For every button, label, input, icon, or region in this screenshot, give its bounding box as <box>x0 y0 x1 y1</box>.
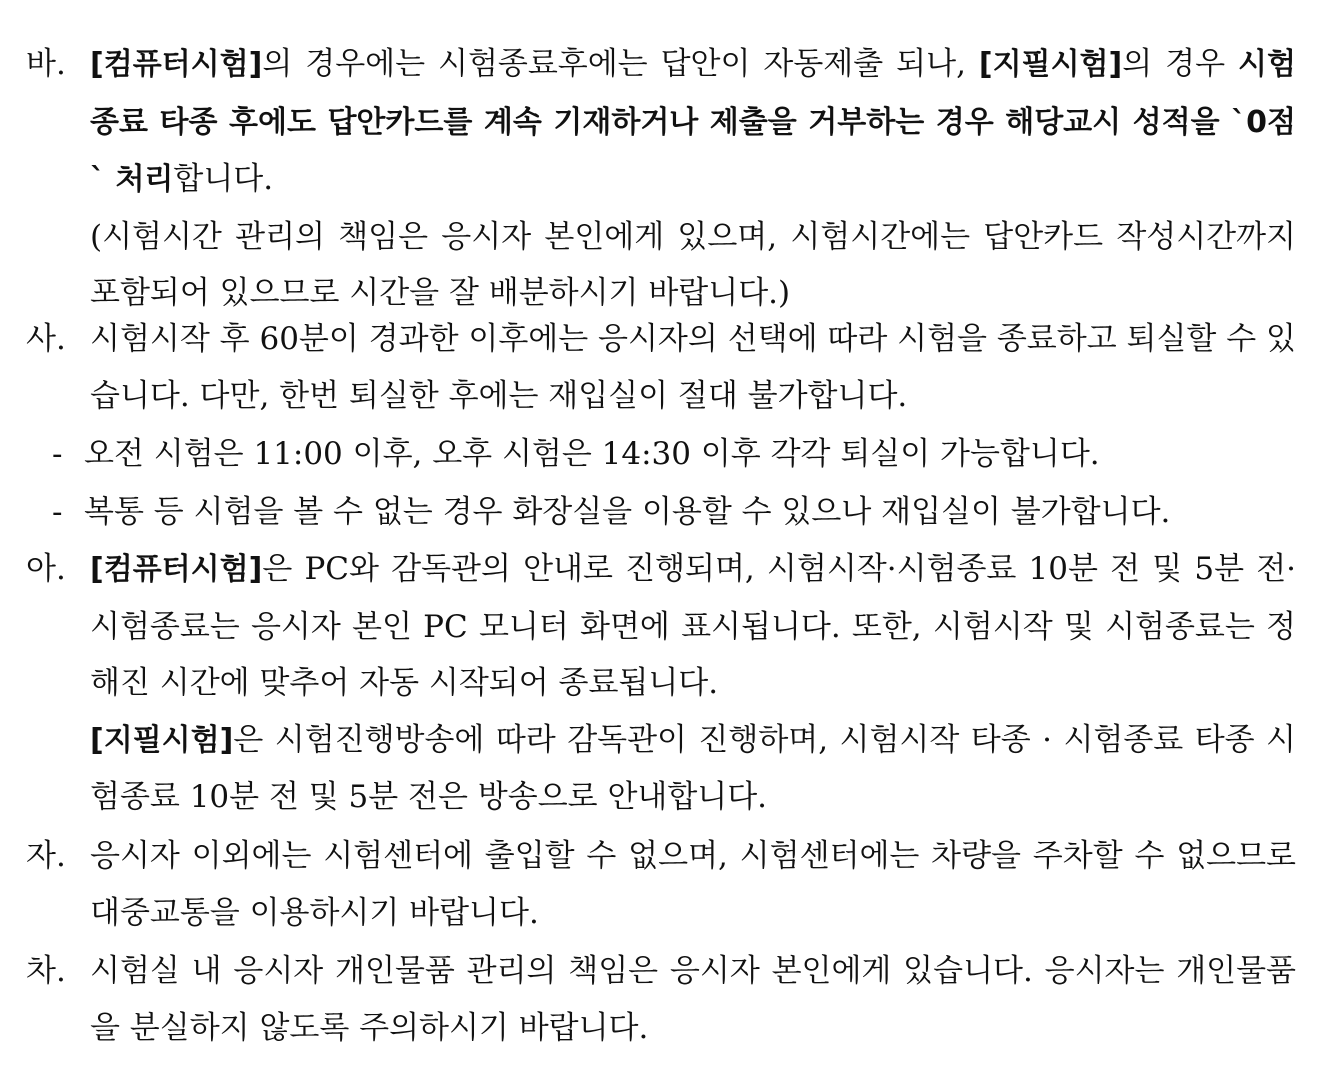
item-paragraph <box>90 712 1296 826</box>
dash-item <box>52 426 1292 482</box>
item-paragraph <box>90 36 1296 209</box>
notice-item-a <box>26 541 1296 826</box>
item-text: 은 PC와 감독관의 안내로 진행되며, 시험시작·시험종료 10분 전 및 5분 전·시험종료는 응시자 본인 PC 모니터 화면에 표시됩니다. 또한, 시험시작 및 시험종료는 정해진 시간에 맞추어 자동 시작되어 종료됩니다. <box>90 551 1296 701</box>
item-marker: 자. <box>26 838 66 874</box>
paper-exam-label: [지필시험] <box>90 722 234 758</box>
item-marker: 사. <box>26 321 66 357</box>
item-marker: 차. <box>26 953 66 989</box>
dash-item <box>52 484 1292 540</box>
dash-marker: - <box>52 494 63 530</box>
computer-exam-label: [컴퓨터시험] <box>90 47 263 82</box>
dash-text: 오전 시험은 11:00 이후, 오후 시험은 14:30 이후 각각 퇴실이 가능합니다. <box>84 436 1100 472</box>
computer-exam-label: [컴퓨터시험] <box>90 552 263 587</box>
notice-item-ja <box>26 828 1296 941</box>
item-text: 합니다. <box>173 161 274 197</box>
dash-text: 복통 등 시험을 볼 수 없는 경우 화장실을 이용할 수 있으나 재입실이 불가합니다. <box>84 494 1171 530</box>
item-paragraph <box>90 541 1296 712</box>
item-note: (시험시간 관리의 책임은 응시자 본인에게 있으며, 시험시간에는 답안카드 작성시간까지 포함되어 있으므로 시간을 잘 배분하시기 바랍니다.) <box>90 218 1296 311</box>
notice-item-ba <box>26 36 1296 322</box>
notice-item-cha <box>26 943 1296 1056</box>
dash-marker: - <box>52 436 63 472</box>
item-marker: 아. <box>26 551 66 587</box>
item-text: 의 경우에는 시험종료후에는 답안이 자동제출 되나, <box>262 46 979 82</box>
item-text: 의 경우 <box>1122 46 1239 82</box>
paper-exam-label: [지필시험] <box>978 47 1123 82</box>
item-paragraph: 시험시작 후 60분이 경과한 이후에는 응시자의 선택에 따라 시험을 종료하고 퇴실할 수 있습니다. 다만, 한번 퇴실한 후에는 재입실이 절대 불가합니다. <box>90 321 1296 414</box>
item-paragraph: 응시자 이외에는 시험센터에 출입할 수 없으며, 시험센터에는 차량을 주차할 수 없으므로 대중교통을 이용하시기 바랍니다. <box>90 838 1296 931</box>
emphasis-text: 시험 종료 타종 후에도 답안카드를 계속 기재하거나 제출을 거부하는 경우 해당교시 성적을 `0점` 처리 <box>90 47 1297 197</box>
notice-item-sa <box>26 311 1296 424</box>
item-text: 은 시험진행방송에 따라 감독관이 진행하며, 시험시작 타종 · 시험종료 타종 시험종료 10분 전 및 5분 전은 방송으로 안내합니다. <box>90 721 1296 815</box>
item-paragraph: 시험실 내 응시자 개인물품 관리의 책임은 응시자 본인에게 있습니다. 응시자는 개인물품을 분실하지 않도록 주의하시기 바랍니다. <box>90 953 1296 1046</box>
item-marker: 바. <box>26 46 66 82</box>
